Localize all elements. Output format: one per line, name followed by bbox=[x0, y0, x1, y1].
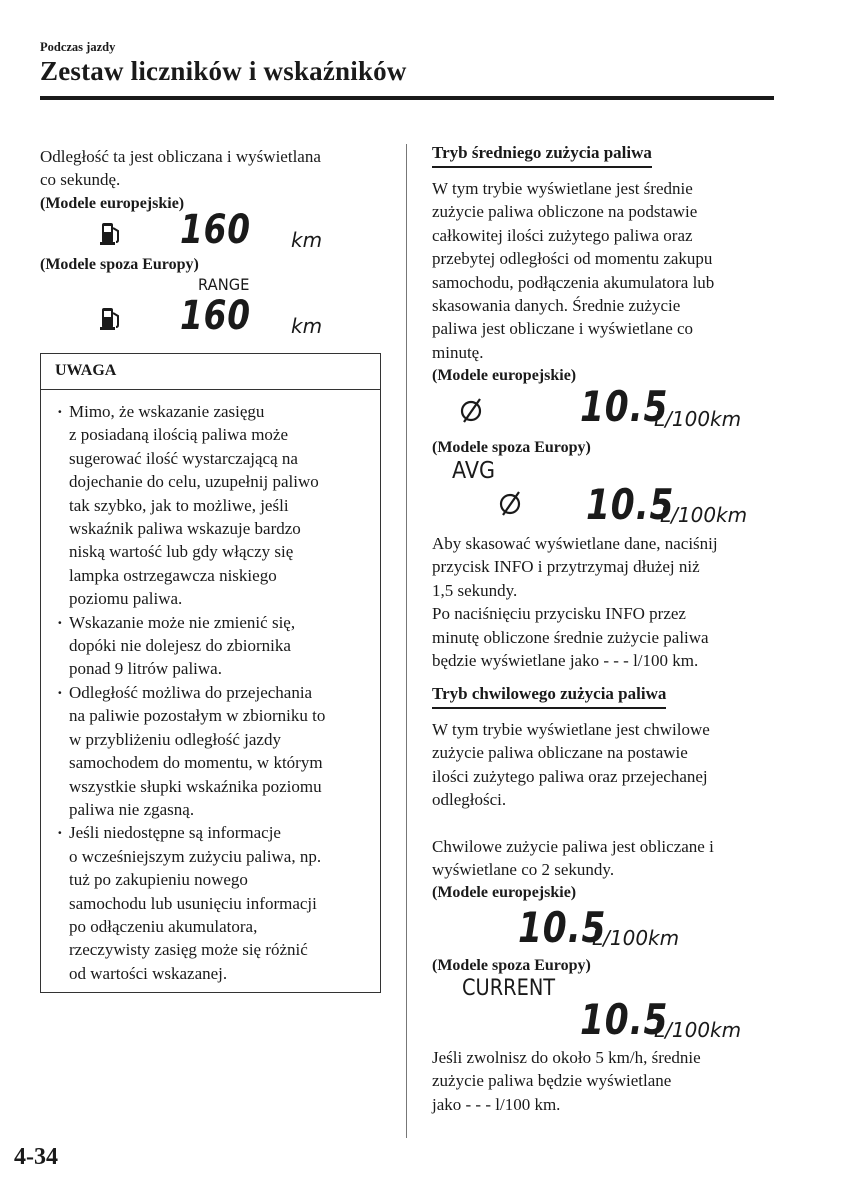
text-line: przycisk INFO i przytrzymaj dłużej niż bbox=[432, 557, 700, 577]
text-line: Odległość ta jest obliczana i wyświetlana bbox=[40, 147, 321, 166]
column-divider bbox=[406, 144, 407, 1138]
text-line: wskaźnik paliwa wskazuje bardzo bbox=[69, 519, 301, 539]
non-eu-label: (Modele spoza Europy) bbox=[432, 957, 591, 974]
note-box bbox=[40, 353, 381, 993]
text-line: lampka ostrzegawcza niskiego bbox=[69, 565, 277, 585]
text-line: tak szybko, jak to możliwe, jeśli bbox=[69, 495, 289, 515]
current-label: CURRENT bbox=[462, 976, 556, 1001]
average-fuel-icon bbox=[458, 397, 486, 423]
text-line: całkowitej ilości zużytego paliwa oraz bbox=[432, 225, 693, 245]
avg-label: AVG bbox=[452, 458, 496, 484]
text-line: w przybliżeniu odległość jazdy bbox=[69, 729, 281, 749]
left-intro bbox=[40, 145, 385, 215]
eu-label: (Modele europejskie) bbox=[432, 884, 577, 902]
text-line: po odłączeniu akumulatora, bbox=[69, 916, 258, 936]
range-label: RANGE bbox=[198, 275, 250, 294]
note-bullet bbox=[55, 611, 370, 681]
text-line: samochodem do momentu, w którym bbox=[69, 753, 323, 773]
current-unit-eu: L/100km bbox=[592, 926, 680, 950]
eu-label: (Modele europejskie) bbox=[40, 194, 185, 212]
current-unit-non-eu: L/100km bbox=[654, 1018, 742, 1042]
page-title: Zestaw liczników i wskaźników bbox=[40, 56, 407, 86]
current-value-non-eu: 10.5 bbox=[580, 995, 669, 1044]
eu-label: (Modele europejskie) bbox=[432, 367, 577, 385]
note-bullet bbox=[55, 400, 370, 611]
avg-section bbox=[432, 143, 777, 388]
text-line: · Odległość możliwa do przejechania bbox=[69, 682, 313, 702]
text-line: Jeśli zwolnisz do około 5 km/h, średnie bbox=[432, 1048, 701, 1067]
text-line: 1,5 sekundy. bbox=[432, 580, 518, 600]
end-text bbox=[432, 1046, 777, 1116]
page-number: 4-34 bbox=[14, 1144, 58, 1170]
text-line: ilości zużytego paliwa oraz przejechanej bbox=[432, 766, 708, 786]
range-unit-non-eu: km bbox=[291, 314, 323, 338]
fuel-pump-icon bbox=[100, 305, 122, 331]
text-line: · Wskazanie może nie zmienić się, bbox=[69, 612, 296, 632]
note-bullet bbox=[55, 681, 370, 821]
text-line: skasowania danych. Średnie zużycie bbox=[432, 296, 681, 316]
text-line: rzeczywisty zasięg może się różnić bbox=[69, 940, 308, 960]
text-line: sugerować ilość wystarczającą na bbox=[69, 448, 298, 468]
text-line: będzie wyświetlane jako - - - l/100 km. bbox=[432, 651, 699, 671]
text-line: na paliwie pozostałym w zbiorniku to bbox=[69, 706, 326, 726]
title-rule bbox=[40, 96, 774, 100]
text-line: co sekundę. bbox=[40, 170, 121, 190]
text-line: odległości. bbox=[432, 790, 507, 810]
reset-text bbox=[432, 532, 777, 672]
text-line: W tym trybie wyświetlane jest średnie bbox=[432, 179, 693, 198]
text-line: dojechanie do celu, uzupełnij paliwo bbox=[69, 472, 319, 492]
text-line: paliwa jest obliczane i wyświetlane co bbox=[432, 319, 694, 339]
range-value-non-eu: 160 bbox=[180, 293, 251, 339]
text-line: o wcześniejszym zużyciu paliwa, np. bbox=[69, 846, 322, 866]
text-line: paliwa nie zgasną. bbox=[69, 799, 195, 819]
current-section bbox=[432, 684, 777, 905]
fuel-pump-icon bbox=[100, 220, 122, 246]
current-heading: Tryb chwilowego zużycia paliwa bbox=[432, 684, 666, 709]
text-line: · Mimo, że wskazanie zasięgu bbox=[69, 402, 265, 421]
note-bullets bbox=[41, 390, 380, 985]
text-line: zużycie paliwa będzie wyświetlane bbox=[432, 1071, 672, 1091]
current-value-eu: 10.5 bbox=[518, 903, 607, 952]
range-unit-eu: km bbox=[291, 228, 323, 252]
text-line: przebytej odległości od momentu zakupu bbox=[432, 249, 713, 269]
text-line: zużycie paliwa obliczane na postawie bbox=[432, 743, 688, 763]
section-label: Podczas jazdy bbox=[40, 40, 116, 54]
note-title: UWAGA bbox=[41, 354, 380, 390]
non-eu-label: (Modele spoza Europy) bbox=[40, 256, 199, 273]
text-line: z posiadaną ilością paliwa może bbox=[69, 425, 289, 445]
avg-unit-non-eu: L/100km bbox=[660, 503, 748, 527]
text-line: Aby skasować wyświetlane dane, naciśnij bbox=[432, 534, 718, 553]
text-line: ponad 9 litrów paliwa. bbox=[69, 659, 222, 679]
average-fuel-icon bbox=[497, 490, 525, 516]
avg-unit-eu: L/100km bbox=[654, 407, 742, 431]
avg-value-non-eu: 10.5 bbox=[586, 480, 675, 529]
text-line: samochodu, podłączenia akumulatora lub bbox=[432, 272, 715, 292]
text-line: jako - - - l/100 km. bbox=[432, 1094, 561, 1114]
text-line: Po naciśnięciu przycisku INFO przez bbox=[432, 604, 686, 624]
text-line: dopóki nie dolejesz do zbiornika bbox=[69, 636, 291, 656]
text-line: od wartości wskazanej. bbox=[69, 963, 228, 983]
text-line: minutę. bbox=[432, 342, 484, 362]
text-line: wyświetlane co 2 sekundy. bbox=[432, 860, 615, 880]
text-line: W tym trybie wyświetlane jest chwilowe bbox=[432, 720, 710, 739]
text-line: minutę obliczone średnie zużycie paliwa bbox=[432, 627, 709, 647]
text-line: poziomu paliwa. bbox=[69, 589, 183, 609]
text-line: samochodu lub usunięciu informacji bbox=[69, 893, 317, 913]
text-line: zużycie paliwa obliczone na podstawie bbox=[432, 202, 698, 222]
text-line: tuż po zakupieniu nowego bbox=[69, 870, 248, 890]
text-line: · Jeśli niedostępne są informacje bbox=[69, 823, 281, 843]
avg-value-eu: 10.5 bbox=[580, 382, 669, 431]
text-line: Chwilowe zużycie paliwa jest obliczane i bbox=[432, 836, 714, 856]
text-line: niską wartość lub gdy włączy się bbox=[69, 542, 294, 562]
note-bullet bbox=[55, 821, 370, 985]
range-value-eu: 160 bbox=[180, 207, 251, 253]
text-line: wszystkie słupki wskaźnika poziomu bbox=[69, 776, 322, 796]
avg-heading: Tryb średniego zużycia paliwa bbox=[432, 143, 652, 168]
non-eu-label: (Modele spoza Europy) bbox=[432, 439, 591, 456]
